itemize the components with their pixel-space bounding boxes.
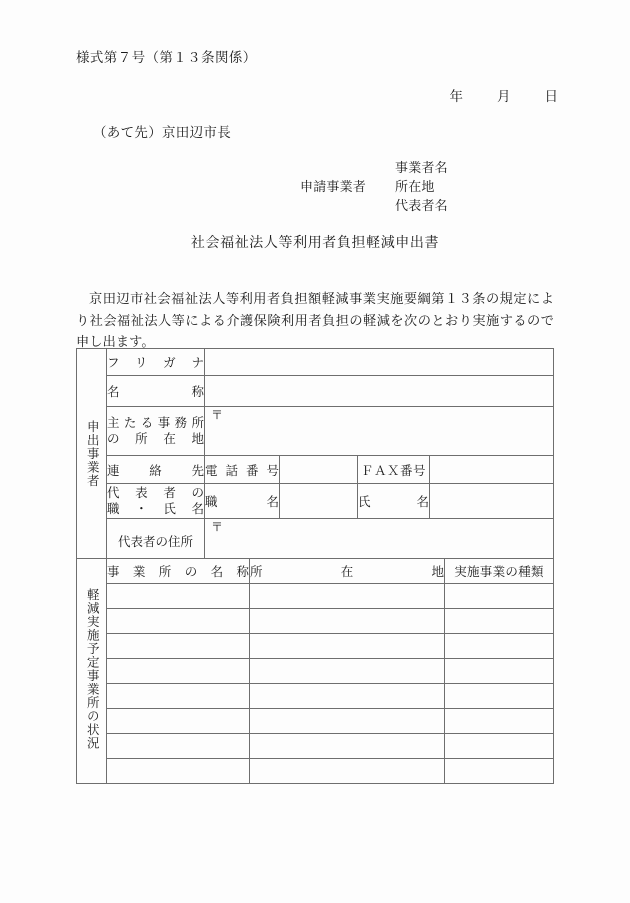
- label-contact: 連絡先: [107, 456, 205, 484]
- cell-office-address[interactable]: [250, 659, 445, 684]
- label-telephone: 電話番号: [205, 456, 280, 484]
- input-telephone[interactable]: [280, 456, 358, 484]
- form-number: 様式第７号（第１３条関係）: [76, 50, 257, 65]
- label-job-title: 職名: [205, 484, 280, 519]
- applicant-row-address: [300, 177, 448, 196]
- offices-header-name: 事業所の名称: [107, 559, 250, 584]
- input-furigana[interactable]: [205, 349, 554, 376]
- label-representative-line1: 代表者の: [107, 486, 204, 500]
- offices-header-service-type: 実施事業の種類: [445, 559, 554, 584]
- input-job-title[interactable]: [280, 484, 358, 519]
- input-name[interactable]: [205, 376, 554, 407]
- cell-office-name[interactable]: [107, 709, 250, 734]
- label-main-office-address-line2: の所在地: [107, 432, 204, 446]
- addressee: （あて先）京田辺市長: [93, 125, 231, 140]
- table-row: [77, 734, 554, 759]
- date-year-label: 年: [449, 89, 463, 104]
- cell-office-service-type[interactable]: [445, 634, 554, 659]
- offices-header-row: [77, 559, 554, 584]
- cell-office-name[interactable]: [107, 734, 250, 759]
- label-main-office-address-line1: 主たる事務所: [107, 416, 204, 430]
- table-row: [77, 584, 554, 609]
- cell-office-name[interactable]: [107, 759, 250, 784]
- cell-office-service-type[interactable]: [445, 609, 554, 634]
- label-main-office-address: [107, 407, 205, 456]
- label-representative-line2: 職・氏名: [107, 502, 204, 516]
- input-fax[interactable]: [430, 456, 554, 484]
- applicant-address-label: 所在地: [395, 179, 435, 194]
- date-day-label: 日: [544, 89, 558, 104]
- cell-office-name[interactable]: [107, 684, 250, 709]
- cell-office-name[interactable]: [107, 634, 250, 659]
- table-row-name: [77, 376, 554, 407]
- applicant-block-tag: 申請事業者: [300, 179, 367, 194]
- cell-office-service-type[interactable]: [445, 684, 554, 709]
- cell-office-service-type[interactable]: [445, 659, 554, 684]
- table-row-main-office-address: [77, 407, 554, 456]
- cell-office-service-type[interactable]: [445, 734, 554, 759]
- applicant-group-label-cell: [77, 349, 107, 564]
- cell-office-address[interactable]: [250, 609, 445, 634]
- cell-office-service-type[interactable]: [445, 584, 554, 609]
- input-main-office-address[interactable]: [205, 407, 554, 456]
- cell-office-service-type[interactable]: [445, 709, 554, 734]
- applicant-group-label: 申出事業者: [85, 420, 100, 488]
- offices-table: [76, 558, 554, 784]
- offices-header-address: 所在地: [250, 559, 445, 584]
- table-row-contact: [77, 456, 554, 484]
- label-fax: ＦＡＸ番号: [358, 456, 430, 484]
- applicant-details-table: [76, 348, 554, 564]
- label-furigana: フリガナ: [107, 349, 205, 376]
- postal-mark-icon-2: 〒: [211, 520, 224, 534]
- date-line: [450, 85, 559, 105]
- label-representative-address: 代表者の住所: [107, 519, 205, 564]
- table-row: [77, 709, 554, 734]
- offices-group-label-cell: [77, 559, 107, 784]
- cell-office-address[interactable]: [250, 584, 445, 609]
- cell-office-name[interactable]: [107, 659, 250, 684]
- applicant-row-business-name: [300, 158, 448, 177]
- cell-office-service-type[interactable]: [445, 759, 554, 784]
- applicant-representative-label: 代表者名: [395, 198, 448, 213]
- postal-mark-icon: 〒: [211, 408, 224, 422]
- cell-office-address[interactable]: [250, 709, 445, 734]
- table-row-representative-title-name: [77, 484, 554, 519]
- label-representative-title-name: [107, 484, 205, 519]
- input-representative-address[interactable]: [205, 519, 554, 564]
- cell-office-address[interactable]: [250, 759, 445, 784]
- applicant-block: [300, 158, 448, 215]
- input-person-name[interactable]: [430, 484, 554, 519]
- table-row-furigana: [77, 349, 554, 376]
- cell-office-address[interactable]: [250, 634, 445, 659]
- body-paragraph: 京田辺市社会福祉法人等利用者負担額軽減事業実施要綱第１３条の規定により社会福祉法人等による介護保険利用者負担の軽減を次のとおり実施するので申し出ます。: [76, 291, 554, 349]
- cell-office-name[interactable]: [107, 609, 250, 634]
- cell-office-name[interactable]: [107, 584, 250, 609]
- cell-office-address[interactable]: [250, 734, 445, 759]
- page-title: 社会福祉法人等利用者負担軽減申出書: [190, 236, 440, 251]
- offices-group-label: 軽減実施予定事業所の状況: [85, 588, 100, 750]
- table-row: [77, 659, 554, 684]
- table-row-representative-address: [77, 519, 554, 564]
- table-row: [77, 609, 554, 634]
- table-row: [77, 634, 554, 659]
- table-row: [77, 684, 554, 709]
- date-month-label: 月: [497, 89, 511, 104]
- cell-office-address[interactable]: [250, 684, 445, 709]
- label-name: 名称: [107, 376, 205, 407]
- applicant-row-representative: [300, 196, 448, 215]
- applicant-business-name-label: 事業者名: [395, 160, 448, 175]
- label-person-name: 氏名: [358, 484, 430, 519]
- table-row: [77, 759, 554, 784]
